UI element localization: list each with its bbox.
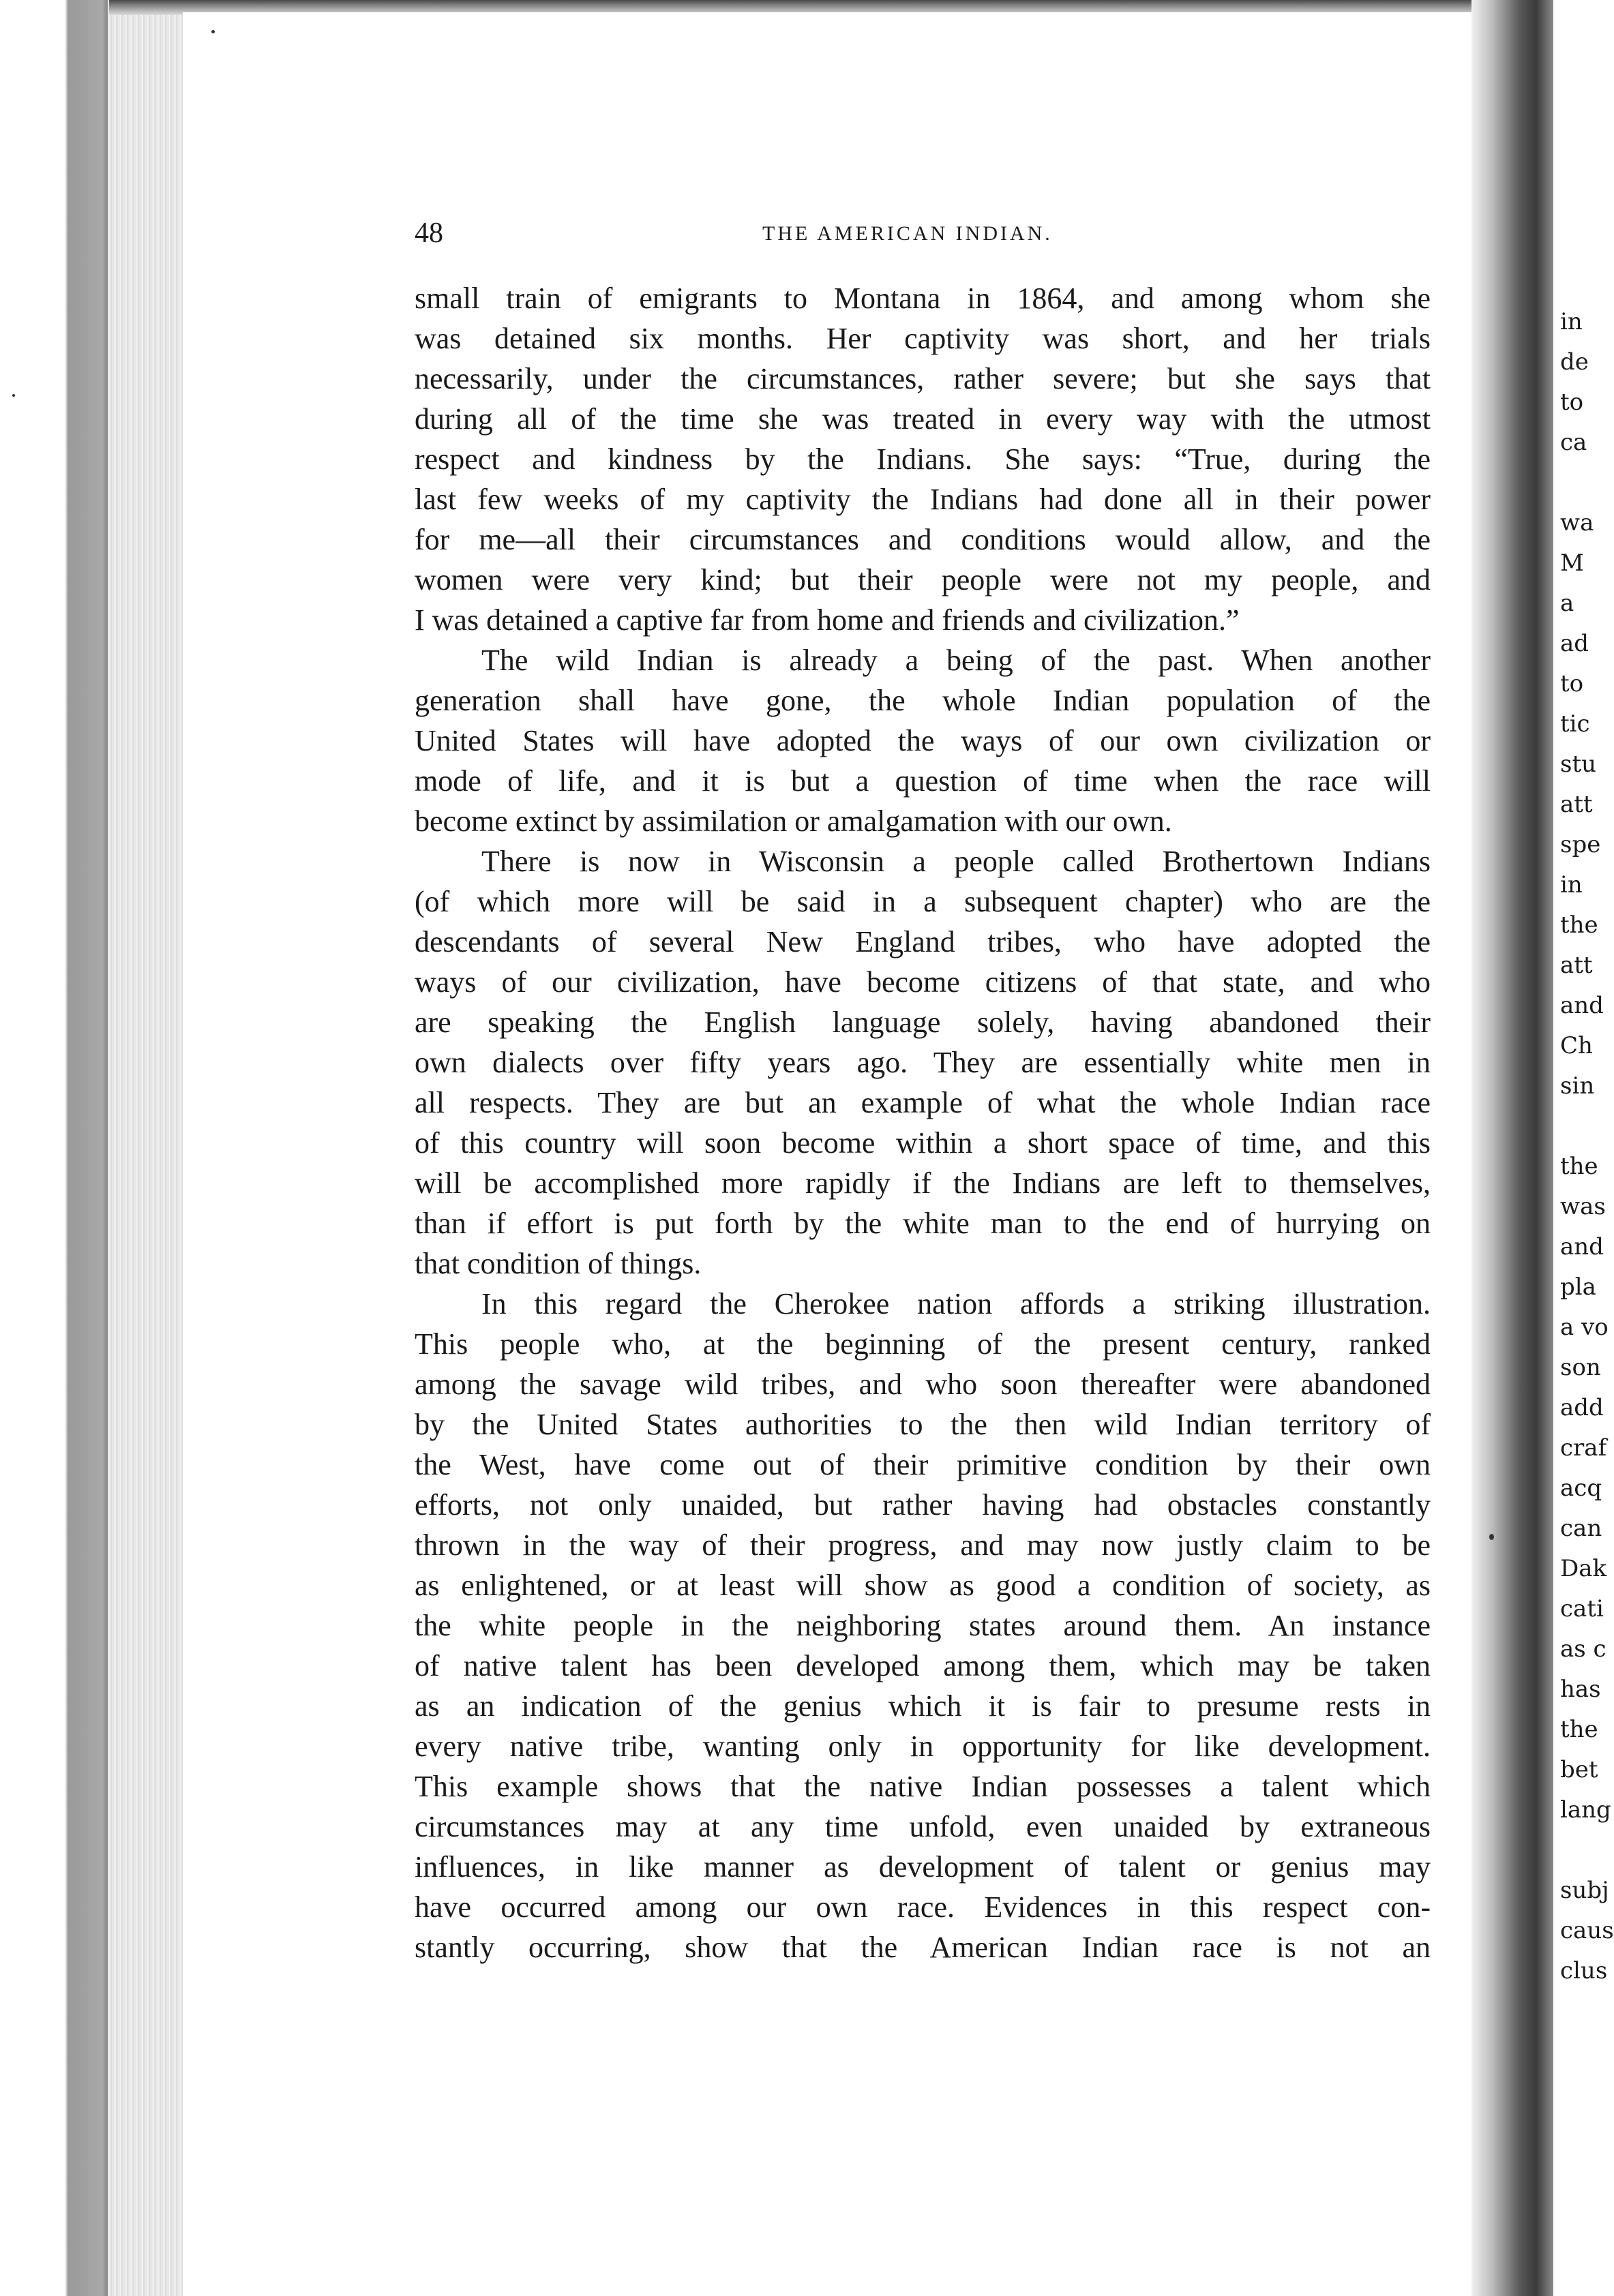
text-line: descendants of several New England tribes, who have adopted the [415, 925, 1431, 958]
text-line: thrown in the way of their progress, and may now justly claim to be [415, 1528, 1431, 1562]
facing-page-fragment: spe [1560, 831, 1601, 858]
running-head [415, 217, 1431, 251]
dust-speck [1489, 1534, 1494, 1540]
facing-page-fragment: Ch [1560, 1032, 1593, 1059]
text-line: mode of life, and it is but a question of time when the race will [415, 764, 1431, 798]
facing-page-fragment: in [1560, 308, 1583, 335]
scanner-bed-edge [0, 0, 109, 2296]
facing-page-fragment: add [1560, 1394, 1604, 1421]
facing-page-fragment: wa [1560, 509, 1594, 537]
facing-page-fragment: tic [1560, 710, 1590, 738]
text-line: ways of our civilization, have become citizens of that state, and who [415, 965, 1431, 999]
text-line: In this regard the Cherokee nation affords a striking illustration. [481, 1287, 1431, 1320]
text-line: of this country will soon become within a short space of time, and this [415, 1126, 1431, 1160]
text-line: own dialects over fifty years ago. They are essentially white men in [415, 1046, 1431, 1079]
dust-speck [12, 394, 15, 397]
facing-page-fragment: and [1560, 1233, 1604, 1260]
text-line: during all of the time she was treated in every way with the utmost [415, 402, 1431, 436]
text-line: This people who, at the beginning of the present century, ranked [415, 1327, 1431, 1361]
facing-page-fragment: has [1560, 1676, 1601, 1703]
facing-page-fragment: de [1560, 348, 1589, 376]
text-line: was detained six months. Her captivity was short, and her trials [415, 322, 1431, 355]
text-line: generation shall have gone, the whole Indian population of the [415, 684, 1431, 717]
page-number: 48 [415, 217, 443, 249]
text-line: will be accomplished more rapidly if the Indians are left to themselves, [415, 1166, 1431, 1200]
facing-page-fragment: a vo [1560, 1314, 1609, 1341]
facing-page-fragment: pla [1560, 1273, 1596, 1301]
text-line: United States will have adopted the ways of our own civilization or [415, 724, 1431, 757]
text-line: the white people in the neighboring states around them. An instance [415, 1609, 1431, 1642]
book-gutter [1471, 0, 1553, 2296]
text-line: the West, have come out of their primitive condition by their own [415, 1448, 1431, 1481]
text-line: become extinct by assimilation or amalgamation with our own. [415, 804, 1172, 838]
facing-page-fragment: craf [1560, 1434, 1607, 1462]
facing-page-fragment: M [1560, 549, 1584, 577]
facing-page-fragment: cati [1560, 1595, 1604, 1622]
facing-page-fragment: and [1560, 992, 1604, 1019]
text-line: There is now in Wisconsin a people called Brothertown Indians [481, 845, 1431, 878]
facing-page-fragment: the [1560, 1716, 1598, 1743]
facing-page-fragment: lang [1560, 1796, 1611, 1824]
dust-speck [211, 30, 215, 33]
page-edges [108, 0, 183, 2296]
text-line: than if effort is put forth by the white man to the end of hurrying on [415, 1207, 1431, 1240]
running-title: THE AMERICAN INDIAN. [762, 222, 1053, 245]
text-line: necessarily, under the circumstances, rather severe; but she says that [415, 362, 1431, 395]
text-line: efforts, not only unaided, but rather having had obstacles constantly [415, 1488, 1431, 1522]
text-line: women were very kind; but their people were not my people, and [415, 563, 1431, 596]
text-line: by the United States authorities to the then wild Indian territory of [415, 1408, 1431, 1441]
facing-page-fragment: acq [1560, 1475, 1602, 1502]
facing-page-fragment: to [1560, 670, 1584, 697]
text-line: This example shows that the native Indian possesses a talent which [415, 1770, 1431, 1803]
text-line: small train of emigrants to Montana in 1864, and among whom she [415, 282, 1431, 315]
facing-page-fragment: as c [1560, 1635, 1606, 1663]
text-line: last few weeks of my captivity the Indians had done all in their power [415, 483, 1431, 516]
text-line: every native tribe, wanting only in opportunity for like development. [415, 1729, 1431, 1763]
facing-page-fragment: in [1560, 871, 1583, 898]
text-line: among the savage wild tribes, and who soon thereafter were abandoned [415, 1368, 1431, 1401]
facing-page-fragment: sin [1560, 1072, 1595, 1100]
facing-page-fragment: ca [1560, 429, 1587, 456]
text-line: are speaking the English language solely, having abandoned their [415, 1006, 1431, 1039]
facing-page-fragment: ad [1560, 630, 1589, 657]
text-line: The wild Indian is already a being of the past. When another [481, 644, 1431, 677]
body-text [415, 278, 1431, 1967]
facing-page-fragment: the [1560, 911, 1598, 939]
facing-page-fragment: clus [1560, 1957, 1608, 1984]
text-line: of native talent has been developed among them, which may be taken [415, 1649, 1431, 1682]
facing-page-fragment: att [1560, 791, 1593, 818]
text-line: I was detained a captive far from home and friends and civilization.” [415, 603, 1240, 637]
text-line: influences, in like manner as development of talent or genius may [415, 1850, 1431, 1884]
facing-page-fragment: to [1560, 389, 1584, 416]
text-line: have occurred among our own race. Evidences in this respect con- [415, 1890, 1431, 1924]
facing-page-fragment: stu [1560, 751, 1597, 778]
text-line: all respects. They are but an example of what the whole Indian race [415, 1086, 1431, 1119]
facing-page [1553, 0, 1614, 2296]
facing-page-fragment: can [1560, 1515, 1602, 1542]
facing-page-fragment: att [1560, 952, 1593, 979]
facing-page-fragment: the [1560, 1153, 1598, 1180]
facing-page-fragment: was [1560, 1193, 1606, 1220]
text-line: respect and kindness by the Indians. She says: “True, during the [415, 442, 1431, 476]
text-line: that condition of things. [415, 1247, 702, 1280]
facing-page-fragment: son [1560, 1354, 1601, 1381]
text-line: (of which more will be said in a subsequent chapter) who are the [415, 885, 1431, 918]
facing-page-fragment: a [1560, 590, 1574, 617]
facing-page-fragment: subj [1560, 1877, 1609, 1904]
text-line: for me—all their circumstances and conditions would allow, and the [415, 523, 1431, 556]
text-line: as enlightened, or at least will show as good a condition of society, as [415, 1569, 1431, 1602]
facing-page-fragment: bet [1560, 1756, 1598, 1783]
facing-page-fragment: Dak [1560, 1555, 1607, 1582]
text-line: as an indication of the genius which it is fair to presume rests in [415, 1689, 1431, 1723]
facing-page-fragment: caus [1560, 1917, 1614, 1944]
text-line: circumstances may at any time unfold, even unaided by extraneous [415, 1810, 1431, 1843]
text-line: stantly occurring, show that the American Indian race is not an [415, 1931, 1431, 1964]
